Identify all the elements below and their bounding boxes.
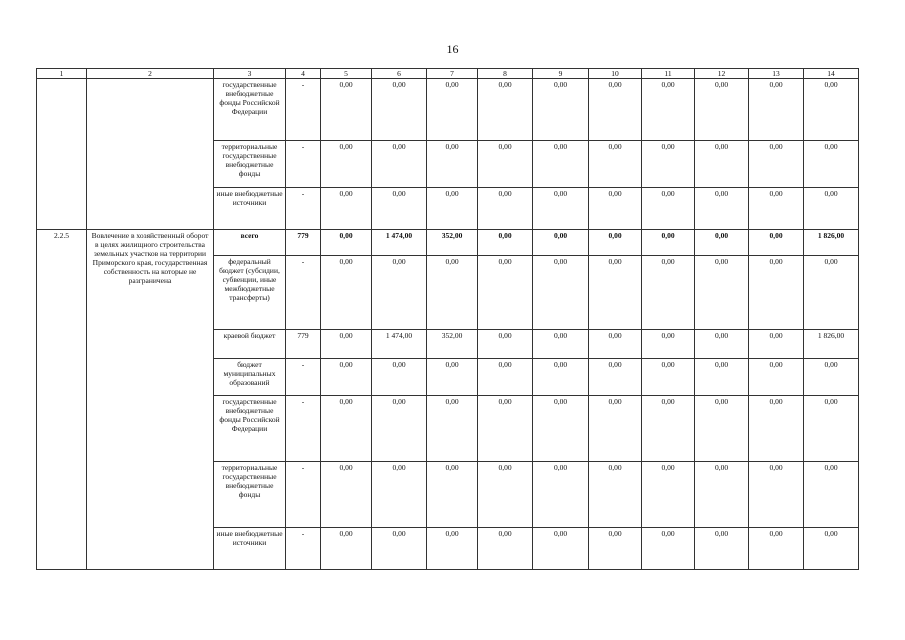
value-cell: 0,00: [533, 359, 589, 396]
code-cell: -: [286, 79, 321, 141]
value-cell: 0,00: [695, 528, 749, 570]
section-title: Вовлечение в хозяйственный оборот в целях жилищного строительства земельных участков на территории Приморского края, государственная собственность на которые не разграничена: [87, 230, 214, 570]
value-cell: 0,00: [589, 462, 642, 528]
value-cell: 0,00: [804, 462, 859, 528]
value-cell: 0,00: [533, 462, 589, 528]
column-header: 6: [372, 69, 427, 79]
funding-source: федеральный бюджет (субсидии, субвенции, иные межбюджетные трансферты): [214, 256, 286, 330]
item-title-cell: [87, 79, 214, 230]
value-cell: 0,00: [589, 188, 642, 230]
value-cell: 0,00: [427, 141, 478, 188]
value-cell: 0,00: [589, 359, 642, 396]
value-cell: 0,00: [804, 188, 859, 230]
value-cell: 0,00: [533, 528, 589, 570]
value-cell: 0,00: [749, 462, 804, 528]
value-cell: 1 474,00: [372, 330, 427, 359]
value-cell: 0,00: [642, 256, 695, 330]
code-cell: 779: [286, 330, 321, 359]
value-cell: 0,00: [589, 230, 642, 256]
column-header: 7: [427, 69, 478, 79]
section-number: 2.2.5: [37, 230, 87, 570]
value-cell: 0,00: [372, 359, 427, 396]
code-cell: -: [286, 396, 321, 462]
code-cell: -: [286, 188, 321, 230]
item-number-cell: [37, 79, 87, 230]
value-cell: 0,00: [749, 359, 804, 396]
funding-source: краевой бюджет: [214, 330, 286, 359]
header-row: [37, 69, 859, 79]
value-cell: 0,00: [695, 79, 749, 141]
value-cell: 0,00: [478, 462, 533, 528]
value-cell: 0,00: [478, 330, 533, 359]
value-cell: 0,00: [427, 528, 478, 570]
value-cell: 0,00: [749, 256, 804, 330]
value-cell: 0,00: [372, 79, 427, 141]
value-cell: 0,00: [589, 396, 642, 462]
value-cell: 0,00: [478, 188, 533, 230]
value-cell: 0,00: [478, 79, 533, 141]
value-cell: 0,00: [478, 359, 533, 396]
value-cell: 1 474,00: [372, 230, 427, 256]
value-cell: 0,00: [749, 330, 804, 359]
value-cell: 0,00: [695, 330, 749, 359]
value-cell: 0,00: [321, 330, 372, 359]
value-cell: 0,00: [372, 396, 427, 462]
value-cell: 0,00: [749, 396, 804, 462]
value-cell: 0,00: [533, 141, 589, 188]
value-cell: 0,00: [749, 230, 804, 256]
value-cell: 0,00: [642, 359, 695, 396]
value-cell: 0,00: [695, 462, 749, 528]
value-cell: 0,00: [589, 141, 642, 188]
value-cell: 0,00: [589, 256, 642, 330]
column-header: 13: [749, 69, 804, 79]
value-cell: 352,00: [427, 330, 478, 359]
value-cell: 0,00: [321, 141, 372, 188]
column-header: 9: [533, 69, 589, 79]
value-cell: 0,00: [321, 230, 372, 256]
value-cell: 1 826,00: [804, 230, 859, 256]
funding-source: иные внебюджетные источники: [214, 528, 286, 570]
column-header: 14: [804, 69, 859, 79]
value-cell: 0,00: [533, 230, 589, 256]
value-cell: 0,00: [642, 330, 695, 359]
value-cell: 0,00: [695, 230, 749, 256]
value-cell: 0,00: [642, 230, 695, 256]
value-cell: 0,00: [533, 256, 589, 330]
value-cell: 0,00: [321, 396, 372, 462]
column-header: 1: [37, 69, 87, 79]
funding-source: бюджет муниципальных образований: [214, 359, 286, 396]
value-cell: 0,00: [321, 79, 372, 141]
table-header: [37, 69, 859, 79]
value-cell: 0,00: [321, 256, 372, 330]
value-cell: 0,00: [804, 256, 859, 330]
funding-source: территориальные государственные внебюджетные фонды: [214, 462, 286, 528]
value-cell: 0,00: [478, 230, 533, 256]
value-cell: 0,00: [372, 188, 427, 230]
column-header: 11: [642, 69, 695, 79]
value-cell: 0,00: [642, 188, 695, 230]
funding-source: иные внебюджетные источники: [214, 188, 286, 230]
value-cell: 0,00: [642, 141, 695, 188]
value-cell: 0,00: [533, 396, 589, 462]
value-cell: 0,00: [642, 396, 695, 462]
value-cell: 0,00: [427, 396, 478, 462]
value-cell: 0,00: [478, 141, 533, 188]
funding-source: государственные внебюджетные фонды Российской Федерации: [214, 396, 286, 462]
value-cell: 0,00: [372, 141, 427, 188]
column-header: 3: [214, 69, 286, 79]
value-cell: 0,00: [749, 528, 804, 570]
code-cell: -: [286, 528, 321, 570]
column-header: 10: [589, 69, 642, 79]
value-cell: 0,00: [589, 330, 642, 359]
value-cell: 0,00: [695, 396, 749, 462]
value-cell: 0,00: [589, 528, 642, 570]
table-row: [37, 79, 859, 141]
table-row: [37, 230, 859, 256]
code-cell: -: [286, 462, 321, 528]
column-header: 5: [321, 69, 372, 79]
value-cell: 0,00: [372, 462, 427, 528]
code-cell: -: [286, 359, 321, 396]
value-cell: 1 826,00: [804, 330, 859, 359]
value-cell: 0,00: [804, 396, 859, 462]
column-header: 8: [478, 69, 533, 79]
value-cell: 0,00: [695, 256, 749, 330]
value-cell: 0,00: [427, 188, 478, 230]
value-cell: 0,00: [749, 79, 804, 141]
value-cell: 0,00: [321, 359, 372, 396]
value-cell: 0,00: [749, 141, 804, 188]
code-cell: -: [286, 256, 321, 330]
value-cell: 0,00: [478, 256, 533, 330]
page-number: 16: [446, 42, 459, 56]
value-cell: 0,00: [695, 359, 749, 396]
value-cell: 0,00: [804, 79, 859, 141]
column-header: 12: [695, 69, 749, 79]
value-cell: 0,00: [533, 188, 589, 230]
value-cell: 0,00: [478, 528, 533, 570]
value-cell: 0,00: [642, 79, 695, 141]
value-cell: 0,00: [427, 359, 478, 396]
value-cell: 0,00: [642, 462, 695, 528]
value-cell: 0,00: [372, 256, 427, 330]
column-header: 2: [87, 69, 214, 79]
value-cell: 352,00: [427, 230, 478, 256]
code-cell: 779: [286, 230, 321, 256]
value-cell: 0,00: [427, 256, 478, 330]
value-cell: 0,00: [427, 79, 478, 141]
value-cell: 0,00: [321, 462, 372, 528]
value-cell: 0,00: [533, 330, 589, 359]
value-cell: 0,00: [642, 528, 695, 570]
value-cell: 0,00: [372, 528, 427, 570]
value-cell: 0,00: [533, 79, 589, 141]
value-cell: 0,00: [321, 188, 372, 230]
value-cell: 0,00: [695, 188, 749, 230]
value-cell: 0,00: [589, 79, 642, 141]
value-cell: 0,00: [695, 141, 749, 188]
funding-source: территориальные государственные внебюджетные фонды: [214, 141, 286, 188]
budget-table: [36, 68, 859, 570]
value-cell: 0,00: [321, 528, 372, 570]
funding-source: всего: [214, 230, 286, 256]
code-cell: -: [286, 141, 321, 188]
value-cell: 0,00: [749, 188, 804, 230]
column-header: 4: [286, 69, 321, 79]
value-cell: 0,00: [804, 528, 859, 570]
value-cell: 0,00: [427, 462, 478, 528]
value-cell: 0,00: [804, 359, 859, 396]
value-cell: 0,00: [478, 396, 533, 462]
funding-source: государственные внебюджетные фонды Российской Федерации: [214, 79, 286, 141]
value-cell: 0,00: [804, 141, 859, 188]
